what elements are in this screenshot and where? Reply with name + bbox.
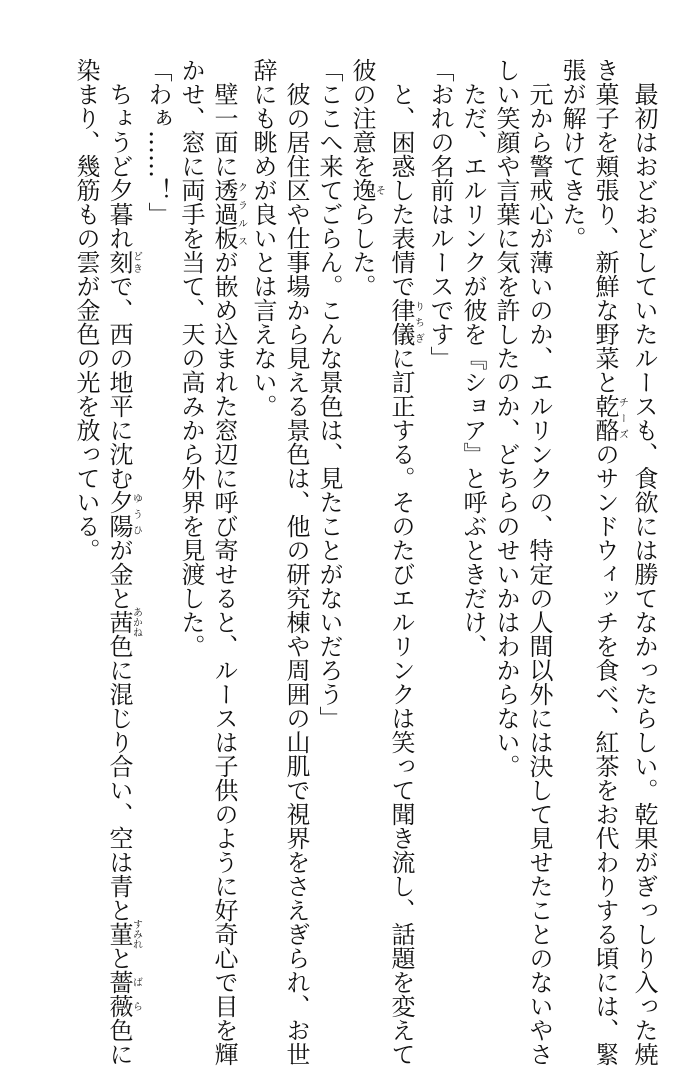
text-line [312, 58, 345, 978]
text-segment: 元から警戒心が薄いのか、エルリンクの、特定の人間以外には決して見せたことのないやさ [525, 82, 553, 1066]
ruby-reading: すみれ [130, 919, 142, 949]
text-segment: らした。 [348, 202, 376, 298]
text-line [207, 58, 247, 1066]
text-line [246, 58, 279, 978]
text-segment: 辞にも眺めが良いとは言えない。 [249, 58, 277, 418]
text-segment: ただ、エルリンクが彼を『ショア』と呼ぶときだけ、 [459, 82, 487, 658]
text-line [345, 58, 384, 978]
text-segment: 「わぁ……！」 [144, 58, 172, 226]
text-line [522, 58, 555, 1066]
text-segment: 彼の居住区や仕事場から見える景色は、他の研究棟や周囲の山肌で視界をさえぎられ、お世 [282, 82, 310, 1066]
ruby-reading: あかね [130, 607, 142, 637]
ruby-base: 茜 [105, 607, 133, 637]
ruby-annotation [591, 394, 628, 442]
text-segment: しい笑顔や言葉に気を許したのか、どちらのせいかはわからない。 [492, 58, 520, 778]
text-segment: が嵌め込まれた窓辺に呼び寄せると、ルースは子供のように好奇心で目を輝 [210, 250, 238, 1066]
text-segment: と [105, 946, 133, 970]
text-line [174, 58, 207, 978]
text-line [555, 58, 588, 978]
ruby-annotation [105, 250, 142, 274]
text-segment: に訂正する。そのたびエルリンクは笑って聞き流し、話題を変えて [387, 346, 415, 1066]
ruby-annotation [105, 607, 142, 637]
ruby-annotation [387, 298, 424, 346]
ruby-base: 菫 [105, 919, 133, 949]
text-segment: で、西の地平に沈む [105, 274, 133, 490]
ruby-base: 乾酪 [591, 394, 619, 442]
text-segment: 壁一面に [210, 82, 238, 178]
text-line [423, 58, 456, 978]
ruby-base: 刻 [105, 250, 133, 274]
text-line [489, 58, 522, 978]
ruby-reading: ゆうひ [130, 490, 142, 538]
ruby-annotation [105, 970, 142, 1018]
ruby-reading: りちぎ [412, 298, 424, 346]
text-line [69, 58, 102, 978]
text-segment: 最初はおどおどしていたルースも、食欲には勝てなかったらしい。乾果がぎっしり入った焼 [630, 82, 658, 1066]
ruby-annotation [105, 490, 142, 538]
ruby-annotation [210, 178, 247, 250]
ruby-reading: どき [130, 250, 142, 274]
ruby-reading: ばら [130, 970, 142, 1018]
text-segment: 「ここへ来てごらん。こんな景色は、見たことがないだろう」 [315, 58, 343, 730]
text-segment: 色に [105, 1018, 133, 1066]
text-segment: かせ、窓に両手を当て、天の高みから外界を見渡した。 [177, 58, 205, 658]
text-segment: 染まり、幾筋もの雲が金色の光を放っている。 [72, 58, 100, 562]
text-segment: 張が解けてきた。 [558, 58, 586, 250]
ruby-reading: チーズ [616, 394, 628, 442]
text-line [627, 58, 660, 1066]
text-segment: と、困惑した表情で [387, 82, 415, 298]
text-line [384, 58, 424, 1066]
text-line [588, 58, 628, 1066]
text-segment: 彼の注意を [348, 58, 376, 178]
text-segment: が金と [105, 538, 133, 610]
text-segment: ちょうど夕暮れ [105, 82, 133, 250]
text-segment: のサンドウィッチを食べ、紅茶をお代わりする頃には、緊 [591, 442, 619, 1066]
ruby-base: 夕陽 [105, 490, 133, 538]
text-segment: 色に混じり合い、空は青と [105, 634, 133, 922]
text-segment: 「おれの名前はルースです」 [426, 58, 454, 370]
ruby-reading: クラルス [235, 178, 247, 250]
ruby-base: 透過板 [210, 178, 238, 250]
text-line [102, 58, 142, 1066]
ruby-annotation [105, 919, 142, 949]
ruby-reading: そ [373, 178, 385, 202]
ruby-base: 律儀 [387, 298, 415, 346]
vertical-text-body [69, 58, 660, 1066]
ruby-base: 薔薇 [105, 970, 133, 1018]
ruby-base: 逸 [348, 178, 376, 202]
text-line [141, 58, 174, 978]
text-line [456, 58, 489, 978]
text-segment: き菓子を頬張り、新鮮な野菜と [591, 58, 619, 394]
text-line [279, 58, 312, 1066]
ruby-annotation [348, 178, 385, 202]
